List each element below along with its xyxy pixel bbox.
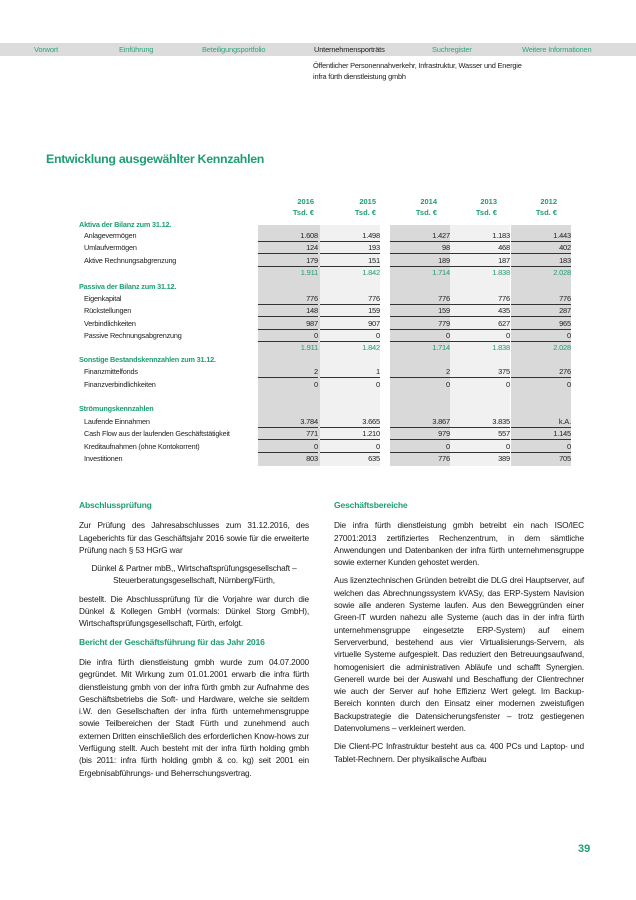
nav-item-einfuehrung[interactable]: Einführung [119, 45, 154, 54]
table-cell: 183 [511, 255, 571, 267]
auditor-name: Dünkel & Partner mbB,, Wirtschaftsprüfungsgesellschaft – Steuerberatungsgesellschaft, Nürnberg/Fürth, [91, 563, 297, 586]
left-column [79, 499, 309, 785]
table-cell: 557 [450, 428, 510, 440]
table-total-cell: 1.838 [492, 343, 510, 352]
page-number: 39 [578, 843, 591, 855]
table-cell: 776 [258, 293, 318, 305]
right-column [334, 499, 584, 771]
table-total-cell: 1.911 [300, 343, 318, 352]
table-cell: 3.835 [450, 416, 510, 428]
company-label: infra fürth dienstleistung gmbh [313, 72, 406, 81]
section-title-aktiva: Aktiva der Bilanz zum 31.12. [79, 220, 172, 229]
row-label: Anlagevermögen [84, 231, 137, 240]
table-cell: 1.608 [258, 230, 318, 242]
table-cell: 0 [446, 380, 450, 389]
table-cell: 124 [258, 242, 318, 254]
table-cell: 435 [450, 305, 510, 317]
paragraph: Zur Prüfung des Jahresabschlusses zum 31.12.2016, des Lageberichts für das Geschäftsjahr 2016 sowie für die erweiterte Prüfung nach § 53 HGrG war [79, 520, 309, 555]
table-cell: 276 [511, 366, 571, 378]
header-year-2014: 2014 Tsd. € [415, 197, 437, 217]
row-label: Kreditaufnahmen (ohne Kontokorrent) [84, 442, 200, 451]
row-label: Eigenkapital [84, 294, 122, 303]
table-cell: 193 [320, 242, 380, 254]
heading-geschaeftsbereiche: Geschäftsbereiche [334, 500, 408, 510]
table-cell: 776 [438, 454, 450, 463]
table-total-cell: 1.911 [300, 268, 318, 277]
table-cell: 187 [450, 255, 510, 267]
header-year-2013: 2013 Tsd. € [475, 197, 497, 217]
row-label: Investitionen [84, 454, 123, 463]
section-title-stroemung: Strömungskennzahlen [79, 404, 154, 413]
table-cell: 776 [390, 293, 450, 305]
table-cell: 0 [450, 441, 510, 453]
paragraph: Aus lizenztechnischen Gründen betreibt die DLG drei Hauptserver, auf welchen das Abrechnungssystem kVASy, das ERP-System Navision sowie alle anderen Systeme laufen. Aus den Beweggründen einer Green-IT wurden nahezu alle Systeme (auch das in der infra fürth unternehmensgruppe eingesetzte ERP-System) auf einem Serververbund, bestehend aus vier Virtualisierungs-Servern, als virtuelle Systeme aufgespielt. Das reduziert den Betreuungsaufwand, homogenisiert die administrativen Abläufe und schafft Synergien. Generell wurde bei der Auswahl und Beschaffung der Clientrechner wie auch der Server auf hohe Effizienz Wert gelegt. Im Backup-Bereich konnten durch den Einsatz einer modernen zweistufigen Backupstrategie die Datensicherungsfenster – trotz gestiegenen Datenvolumens – verkleinert werden. [334, 575, 584, 734]
table-cell: 987 [258, 318, 318, 330]
table-cell: 0 [511, 441, 571, 453]
row-label: Finanzmittelfonds [84, 367, 138, 376]
table-cell: 0 [450, 330, 510, 342]
row-label: Umlaufvermögen [84, 243, 137, 252]
table-cell: 0 [320, 330, 380, 342]
table-total-cell: 2.028 [553, 343, 571, 352]
nav-item-weitere-informationen[interactable]: Weitere Informationen [522, 45, 592, 54]
heading-abschlusspruefung: Abschlussprüfung [79, 500, 152, 510]
table-cell: 0 [314, 380, 318, 389]
table-cell: 0 [390, 330, 450, 342]
table-cell: 189 [390, 255, 450, 267]
table-cell: 803 [306, 454, 318, 463]
table-cell: 776 [511, 293, 571, 305]
sector-label: Öffentlicher Personennahverkehr, Infrastruktur, Wasser und Energie [313, 61, 522, 70]
table-cell: 705 [559, 454, 571, 463]
table-cell: 2 [390, 366, 450, 378]
heading-bericht-geschaeftsfuehrung: Bericht der Geschäftsführung für das Jahr 2016 [79, 636, 265, 647]
table-cell: 389 [498, 454, 510, 463]
table-cell: 3.665 [320, 416, 380, 428]
table-cell: 2 [258, 366, 318, 378]
table-cell: 0 [390, 441, 450, 453]
table-cell: 3.867 [390, 416, 450, 428]
table-cell: 0 [506, 380, 510, 389]
table-cell: 1 [320, 366, 380, 378]
table-cell: 287 [511, 305, 571, 317]
table-cell: 159 [390, 305, 450, 317]
table-cell: 0 [376, 380, 380, 389]
table-cell: 635 [368, 454, 380, 463]
nav-item-beteiligungsportfolio[interactable]: Beteiligungsportfolio [202, 45, 266, 54]
table-cell: 776 [320, 293, 380, 305]
row-label: Passive Rechnungsabgrenzung [84, 331, 182, 340]
table-total-cell: 1.842 [362, 343, 380, 352]
nav-item-unternehmensportraets[interactable]: Unternehmensporträts [314, 45, 385, 54]
header-year-2016: 2016 Tsd. € [292, 197, 314, 217]
row-label: Cash Flow aus der laufenden Geschäftstätigkeit [84, 429, 230, 438]
section-subheading [313, 60, 522, 82]
nav-item-suchregister[interactable]: Suchregister [432, 45, 472, 54]
header-year-2015: 2015 Tsd. € [354, 197, 376, 217]
row-label: Laufende Einnahmen [84, 417, 150, 426]
table-cell: 468 [450, 242, 510, 254]
table-cell: 779 [390, 318, 450, 330]
table-total-cell: 2.028 [553, 268, 571, 277]
table-cell: 0 [258, 441, 318, 453]
table-total-cell: 1.714 [432, 268, 450, 277]
table-cell: 98 [390, 242, 450, 254]
header-year-2012: 2012 Tsd. € [535, 197, 557, 217]
table-cell: 159 [320, 305, 380, 317]
table-cell: 0 [511, 330, 571, 342]
paragraph: Die infra fürth dienstleistung gmbh wurde zum 04.07.2000 gegründet. Mit Wirkung zum 01.01.2001 erwarb die infra fürth dienstleistung gmbh von der infra fürth gmbh zur Aufnahme des Geschäftsbetriebs die Soft- und Hardware, welche sie seitdem i.W. den Gesellschaften der infra fürth unternehmensgruppe sowie Teilbereichen der Stadt Fürth und zunehmend auch externen Dritten einschließlich des erforderlichen Know-hows zur Verfügung stellt. Auch besteht mit der infra fürth holding gmbh (bis 2011: infra fürth holding gmbh & co. kg) seit 2001 ein Ergebnisabführungs- und Beherrschungsvertrag. [79, 656, 309, 778]
row-label: Verbindlichkeiten [84, 319, 136, 328]
row-label: Rückstellungen [84, 306, 132, 315]
paragraph: Die infra fürth dienstleistung gmbh betreibt ein nach ISO/IEC 27001:2013 zertifiziertes Rechenzentrum, in dem sämtliche Anwendungen und Datenbanken der infra fürth unternehmensgruppe sowie externer Kunden gehostet werden. [334, 520, 584, 568]
page-title: Entwicklung ausgewählter Kennzahlen [46, 152, 265, 166]
nav-item-vorwort[interactable]: Vorwort [34, 45, 59, 54]
table-total-cell: 1.714 [432, 343, 450, 352]
table-cell: 148 [258, 305, 318, 317]
table-cell: 179 [258, 255, 318, 267]
table-cell: 979 [390, 428, 450, 440]
table-cell: 771 [258, 428, 318, 440]
table-cell: 0 [567, 380, 571, 389]
row-label: Aktive Rechnungsabgrenzung [84, 256, 177, 265]
table-cell: 907 [320, 318, 380, 330]
table-cell: 1.183 [450, 230, 510, 242]
table-cell: 1.145 [511, 428, 571, 440]
table-cell: 1.427 [390, 230, 450, 242]
table-cell: 1.443 [511, 230, 571, 242]
table-cell: 402 [511, 242, 571, 254]
table-cell: 0 [320, 441, 380, 453]
table-cell: 776 [450, 293, 510, 305]
row-label: Finanzverbindlichkeiten [84, 380, 156, 389]
table-cell: 1.210 [320, 428, 380, 440]
section-title-passiva: Passiva der Bilanz zum 31.12. [79, 282, 177, 291]
table-cell: 151 [320, 255, 380, 267]
paragraph: Die Client-PC Infrastruktur besteht aus ca. 400 PCs und Laptop- und Tablet-Rechnern. Der physikalische Aufbau [334, 741, 584, 764]
table-cell: 3.784 [258, 416, 318, 428]
table-total-cell: 1.838 [492, 268, 510, 277]
table-cell: k.A. [511, 416, 571, 428]
table-total-cell: 1.842 [362, 268, 380, 277]
table-cell: 0 [258, 330, 318, 342]
top-navigation [0, 43, 636, 56]
paragraph: bestellt. Die Abschlussprüfung für die Vorjahre war durch die Dünkel & Kollegen GmbH (vormals: Dünkel Storg GmbH), Wirtschaftsprüfungsgesellschaft, Fürth, erfolgt. [79, 593, 309, 629]
table-cell: 965 [511, 318, 571, 330]
table-cell: 627 [450, 318, 510, 330]
section-title-sonstige: Sonstige Bestandskennzahlen zum 31.12. [79, 355, 216, 364]
table-cell: 1.498 [320, 230, 380, 242]
table-cell: 375 [450, 366, 510, 378]
